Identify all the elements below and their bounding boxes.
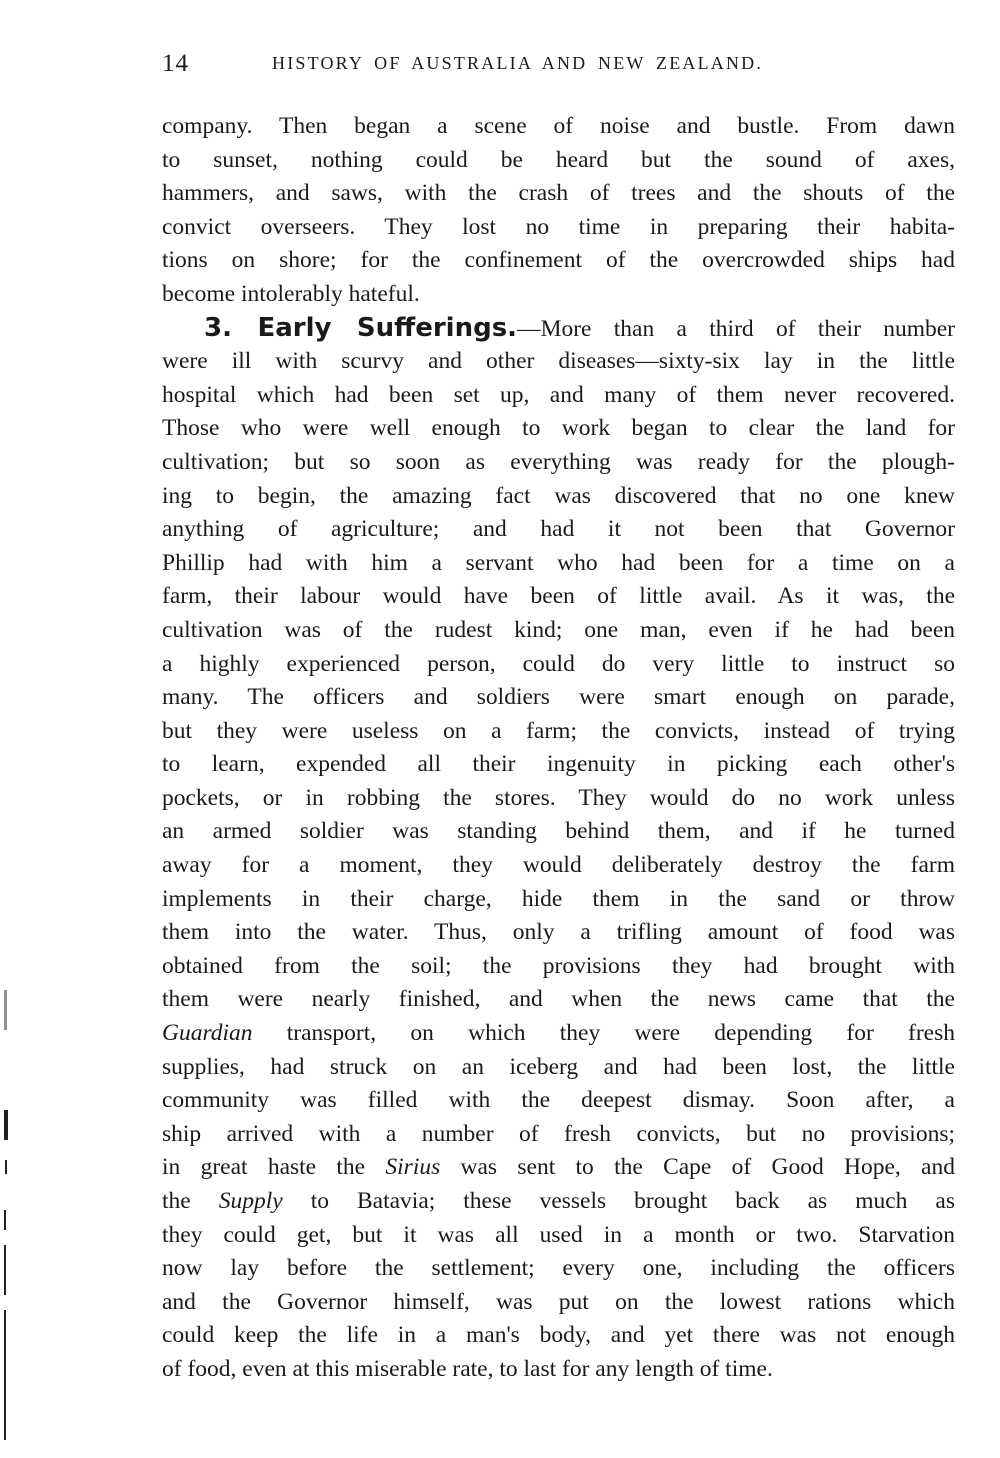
text-line: community was filled with the deepest dismay. Soon after, a — [162, 1087, 955, 1114]
scan-edge-mark — [4, 1110, 8, 1140]
text-line: ing to begin, the amazing fact was discovered that no one knew — [162, 482, 955, 509]
text-run: was sent to the Cape of Good Hope, and — [440, 1154, 955, 1181]
text-line: were ill with scurvy and other diseases—sixty-six lay in the little — [162, 348, 955, 375]
scan-edge-mark — [4, 1210, 6, 1230]
page-number: 14 — [162, 50, 189, 77]
text-line: Those who were well enough to work began to clear the land for — [162, 415, 955, 442]
text-line: away for a moment, they would deliberately destroy the farm — [162, 852, 955, 879]
ship-name: Sirius — [385, 1154, 441, 1181]
text-line: now lay before the settlement; every one, including the officers — [162, 1255, 955, 1282]
scan-edge-mark — [4, 990, 7, 1030]
section-heading: 3. Early Sufferings. — [204, 312, 518, 343]
text-line: hammers, and saws, with the crash of trees and the shouts of the — [162, 180, 955, 207]
text-line: obtained from the soil; the provisions they had brought with — [162, 952, 955, 979]
text-line: convict overseers. They lost no time in preparing their habita- — [162, 213, 955, 240]
text-line: Phillip had with him a servant who had been for a time on a — [162, 549, 955, 576]
scan-edge-mark — [4, 1245, 6, 1295]
text-run: —More than a third of their number — [517, 315, 955, 342]
text-line: hospital which had been set up, and many of them never recovered. — [162, 381, 955, 408]
text-line: tions on shore; for the confinement of the overcrowded ships had — [162, 247, 955, 274]
ship-name: Supply — [218, 1188, 283, 1214]
text-line: to learn, expended all their ingenuity in picking each other's — [162, 751, 955, 778]
section-heading-line — [162, 312, 955, 346]
text-run: to Batavia; these vessels brought back as much as — [282, 1188, 955, 1214]
text-line: farm, their labour would have been of little avail. As it was, the — [162, 583, 955, 610]
text-line: an armed soldier was standing behind them, and if he turned — [162, 818, 955, 845]
scan-edge-mark — [4, 1310, 6, 1440]
text-line: supplies, had struck on an iceberg and had been lost, the little — [162, 1053, 955, 1080]
text-line: they could get, but it was all used in a month or two. Starvation — [162, 1221, 955, 1248]
text-line — [162, 1017, 955, 1051]
page-header — [162, 50, 957, 84]
text-line: cultivation; but so soon as everything was ready for the plough- — [162, 448, 955, 475]
text-run: in great haste the — [162, 1154, 386, 1181]
text-line: become intolerably hateful. — [162, 280, 420, 307]
text-line: and the Governor himself, was put on the lowest rations which — [162, 1288, 955, 1315]
text-line: could keep the life in a man's body, and yet there was not enough — [162, 1322, 955, 1349]
text-line: but they were useless on a farm; the convicts, instead of trying — [162, 717, 955, 744]
text-line — [162, 1151, 955, 1185]
text-line: a highly experienced person, could do very little to instruct so — [162, 650, 955, 677]
text-line: anything of agriculture; and had it not been that Governor — [162, 516, 955, 543]
scan-edge-mark — [5, 1160, 7, 1174]
text-line: company. Then began a scene of noise and bustle. From dawn — [162, 113, 955, 139]
running-title: HISTORY OF AUSTRALIA AND NEW ZEALAND. — [272, 53, 764, 73]
text-line: to sunset, nothing could be heard but the sound of axes, — [162, 146, 955, 173]
ship-name: Guardian — [162, 1020, 253, 1047]
text-line: them were nearly finished, and when the news came that the — [162, 986, 955, 1013]
text-line: ship arrived with a number of fresh convicts, but no provisions; — [162, 1120, 955, 1147]
text-run: the — [162, 1188, 219, 1214]
text-line: them into the water. Thus, only a trifling amount of food was — [162, 919, 955, 946]
text-line — [162, 1185, 955, 1219]
text-line: of food, even at this miserable rate, to last for any length of time. — [162, 1355, 773, 1382]
text-run: transport, on which they were depending for fresh — [252, 1020, 955, 1047]
text-line: implements in their charge, hide them in the sand or throw — [162, 885, 955, 912]
text-line: pockets, or in robbing the stores. They would do no work unless — [162, 784, 955, 811]
body-text — [162, 110, 955, 1387]
text-line: many. The officers and soldiers were smart enough on parade, — [162, 684, 955, 711]
text-line: cultivation was of the rudest kind; one man, even if he had been — [162, 616, 955, 643]
